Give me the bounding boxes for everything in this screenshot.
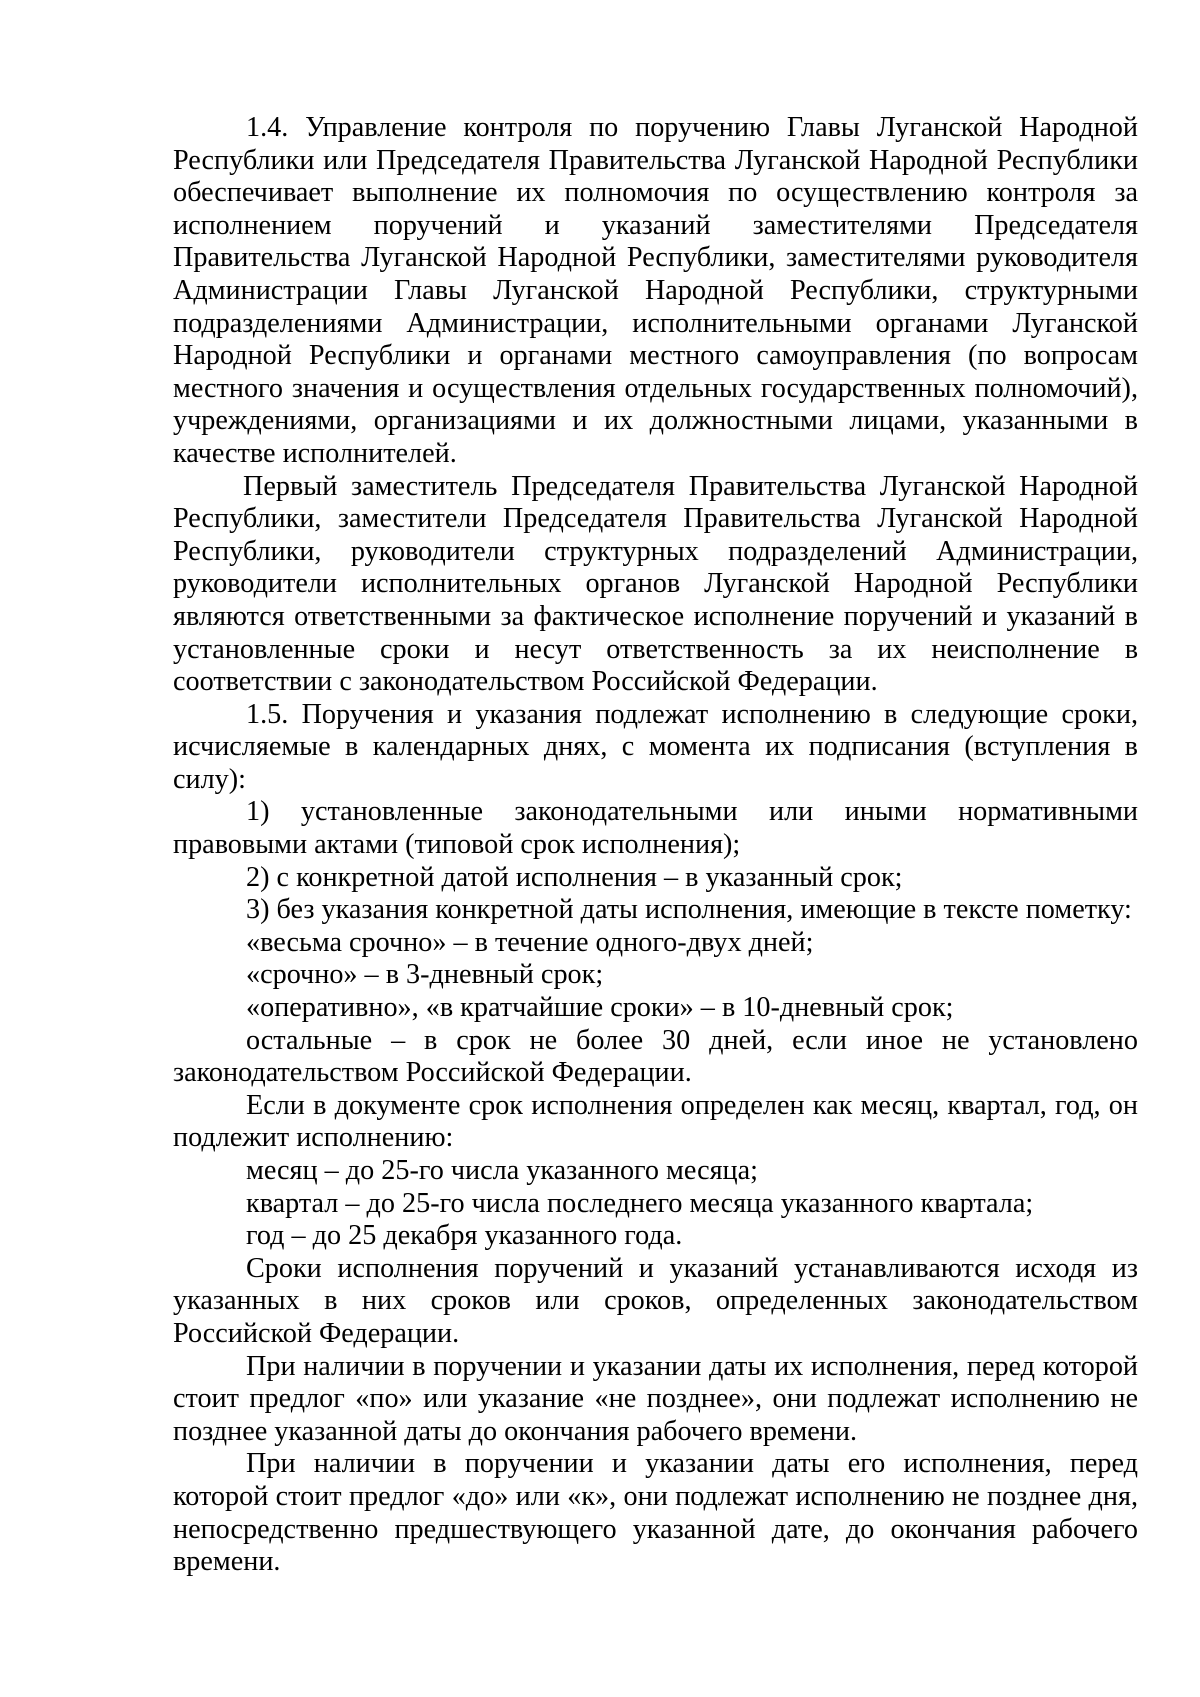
term-urgent: «срочно» – в 3-дневный срок; (246, 959, 604, 991)
term-quarter: квартал – до 25-го числа последнего месяца указанного квартала; (246, 1187, 1034, 1219)
term-operative: «оперативно», «в кратчайшие сроки» – в 10-дневный срок; (246, 992, 954, 1024)
paragraph-preposition-do: При наличии в поручении и указании даты его исполнения, перед которой стоит предлог «до» или «к», они подлежат исполнению не позднее дня, непосредственно предшествующего указанной дате, до окончания рабочего времени. (173, 1448, 1138, 1578)
document-page (173, 112, 1138, 1579)
term-other: остальные – в срок не более 30 дней, если иное не установлено законодательством Российской Федерации. (173, 1024, 1138, 1089)
list-item-term-3: 3) без указания конкретной даты исполнения, имеющие в тексте пометку: (246, 894, 1132, 926)
term-year: год – до 25 декабря указанного года. (246, 1220, 683, 1252)
paragraph-preposition-po: При наличии в поручении и указании даты их исполнения, перед которой стоит предлог «по» или указание «не позднее», они подлежат исполнению не позднее указанной даты до окончания рабочего времени. (173, 1350, 1138, 1447)
paragraph-term-basis: Сроки исполнения поручений и указаний устанавливаются исходя из указанных в них сроков или сроков, определенных законодательством Российской Федерации. (173, 1252, 1138, 1349)
paragraph-responsibility: Первый заместитель Председателя Правительства Луганской Народной Республики, заместители Председателя Правительства Луганской Народной Республики, руководители структурных подразделений Администрации, руководители исполнительных органов Луганской Народной Республики являются ответственными за фактическое исполнение поручений и указаний в установленные сроки и несут ответственность за их неисполнение в соответствии с законодательством Российской Федерации. (173, 470, 1138, 698)
paragraph-period-terms: Если в документе срок исполнения определен как месяц, квартал, год, он подлежит исполнению: (173, 1089, 1138, 1154)
term-month: месяц – до 25-го числа указанного месяца; (246, 1155, 758, 1186)
paragraph-1-4: 1.4. Управление контроля по поручению Главы Луганской Народной Республики или Председателя Правительства Луганской Народной Республики обеспечивает выполнение их полномочия по осуществлению контроля за исполнением поручений и указаний заместителями Председателя Правительства Луганской Народной Республики, заместителями руководителя Администрации Главы Луганской Народной Республики, структурными подразделениями Администрации, исполнительными органами Луганской Народной Республики и органами местного самоуправления (по вопросам местного значения и осуществления отдельных государственных полномочий), учреждениями, организациями и их должностными лицами, указанными в качестве исполнителей. (173, 112, 1138, 469)
paragraph-1-5: 1.5. Поручения и указания подлежат исполнению в следующие сроки, исчисляемые в календарных днях, с момента их подписания (вступления в силу): (173, 698, 1138, 795)
list-item-term-2: 2) с конкретной датой исполнения – в указанный срок; (246, 861, 903, 893)
list-item-term-1: 1) установленные законодательными или иными нормативными правовыми актами (типовой срок исполнения); (173, 796, 1138, 861)
term-very-urgent: «весьма срочно» – в течение одного-двух дней; (246, 926, 814, 958)
